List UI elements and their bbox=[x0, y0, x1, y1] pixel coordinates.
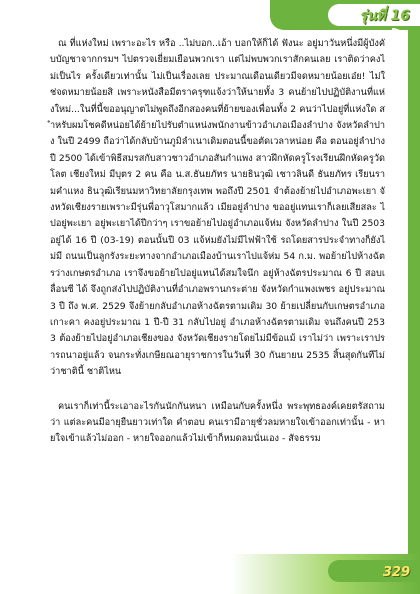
issue-label: รุ่นที่ 16 bbox=[359, 8, 410, 24]
paragraph-1: ณ ที่แห่งใหม่ เพราะอะไร หรือ ..ไม่บอก..เอ้า บอกให้ก็ได้ ฟังนะ อยู่มาวันหนึ่งมีผู้บังคับบัญชาจากกรมฯ ไปตรวจเยี่ยมเยือนพวกเรา แต่ไม่พบพวกเราสักคนเลย เราติดว่าคงไม่เป็นไร ครั้งเดียวเท่านั้น ไม่เป็นเรื่องเลย ประมาณเดือนเดียวมีจดหมายน้อยเอ๋ย! ไม่ใช่จดหมายน้อยสิ เพราะหนังสือมีตราครุฑแจ้งว่าให้นายทั้ง 3 คนย้ายไปปฏิบัติงานที่แห่งใหม่...ในที่นี้ขออนุญาตไม่พูดถึงอีกสองคนที่ย้ายของเพื่อนทั้ง 2 คนว่าไปอยู่ที่แห่งใด สำหรับผมโชคดีหน่อยได้ย้ายไปรับตำแหน่งพนักงานข้าวอำเภอเมืองลำปาง จังหวัดลำปาง ในปี 2499 ถือว่าได้กลับบ้านภูมิลำเนาเดิมตอนนี้ขอตัดเวลาหน่อย คือ ตอนอยู่ลำปาง ปี 2500 ได้เข้าพิธีสมรสกับสาวชาวอำเภอสันกำแพง สาวฝึกหัดครูโรงเรียนฝึกหัดครูวัดโลต เชียงใหม่ มีบุตร 2 คน คือ น.ส.ธันยภัทร นายธินวุฒิ เชาวลินดี ธันยภัทร เรียนรามคำแหง ธินวุฒิเรียนมหาวิทยาลัยกรุงเทพ พอถึงปี 2501 จำต้องย้ายไปอำเภอพะเยา จังหวัดเชียงรายเพราะมีรุ่นพี่อาวุโสมากแล้ว เมียอยู่ลำปาง ขออยู่แทนเราก็เลยเสียสละ ไปอยู่พะเยา อยู่พะเยาได้ปีกว่าๆ เราขอย้ายไปอยู่อำเภอแจ้ห่ม จังหวัดลำปาง ในปี 2503 อยู่ได้ 16 ปี (03-19) ตอนนั้นปี 03 แจ้ห่มยังไม่มีไฟฟ้าใช้ รถโดยสารประจำทางก็ยังไม่มี ถนนเป็นลูกรังระยะทางจากอำเภอเมืองบ้านเราไปแจ้ห่ม 54 ก.ม. พอย้ายไปห้างฉัตรว่างเกษตรอำเภอ เราจึงขอย้ายไปอยู่แทนได้สมใจนึก อยู่ห้างฉัตรประมาณ 6 ปี สอบเลื่อนซี ได้ จึงถูกส่งไปปฏิบัติงานที่อำเภอพรานกระต่าย จังหวัดกำแพงเพชร อยู่ประมาณ 3 ปี ถึง พ.ศ. 2529 จึงย้ายกลับอำเภอห้างฉัตรตามเดิม 30 ย้ายเปลี่ยนกับเกษตรอำเภอเกาะคา คงอยู่ประมาณ 1 ปี-ปี 31 กลับไปอยู่ อำเภอห้างฉัตรตามเดิม จนถึงคนปี 2533 ต้องย้ายไปอยู่อำเภอเชียงของ จังหวัดเชียงรายโดยไม่มีข้อแม้ เราไม่ว่า เพราะเราปรารถนาอยู่แล้ว จนกระทั่งเกษียณอายุราชการในวันที่ 30 กันยายน 2535 สิ้นสุดกันทีไม่ว่าชาตินี้ ชาติไหน bbox=[50, 38, 385, 378]
page-number: 329 bbox=[382, 565, 410, 580]
body-text bbox=[50, 36, 385, 448]
right-frame bbox=[408, 30, 420, 554]
right-frame-inner bbox=[392, 28, 408, 554]
paragraph-2: คนเราก็เท่านี้ระเอาอะไรกันนักกันหนา เหมือนกับครั้งหนึ่ง พระพุทธองค์เคยตรัสถามว่า แต่ละคนมีอายุยืนยาวเท่าใด คำตอบ คนเรามีอายุชั่วลมหายใจเข้าออกเท่านั้น - หายใจเข้าแล้วไม่ออก - หายใจออกแล้วไม่เข้าก็หมดลมนั่นเอง - สัจธรรม bbox=[50, 400, 385, 445]
